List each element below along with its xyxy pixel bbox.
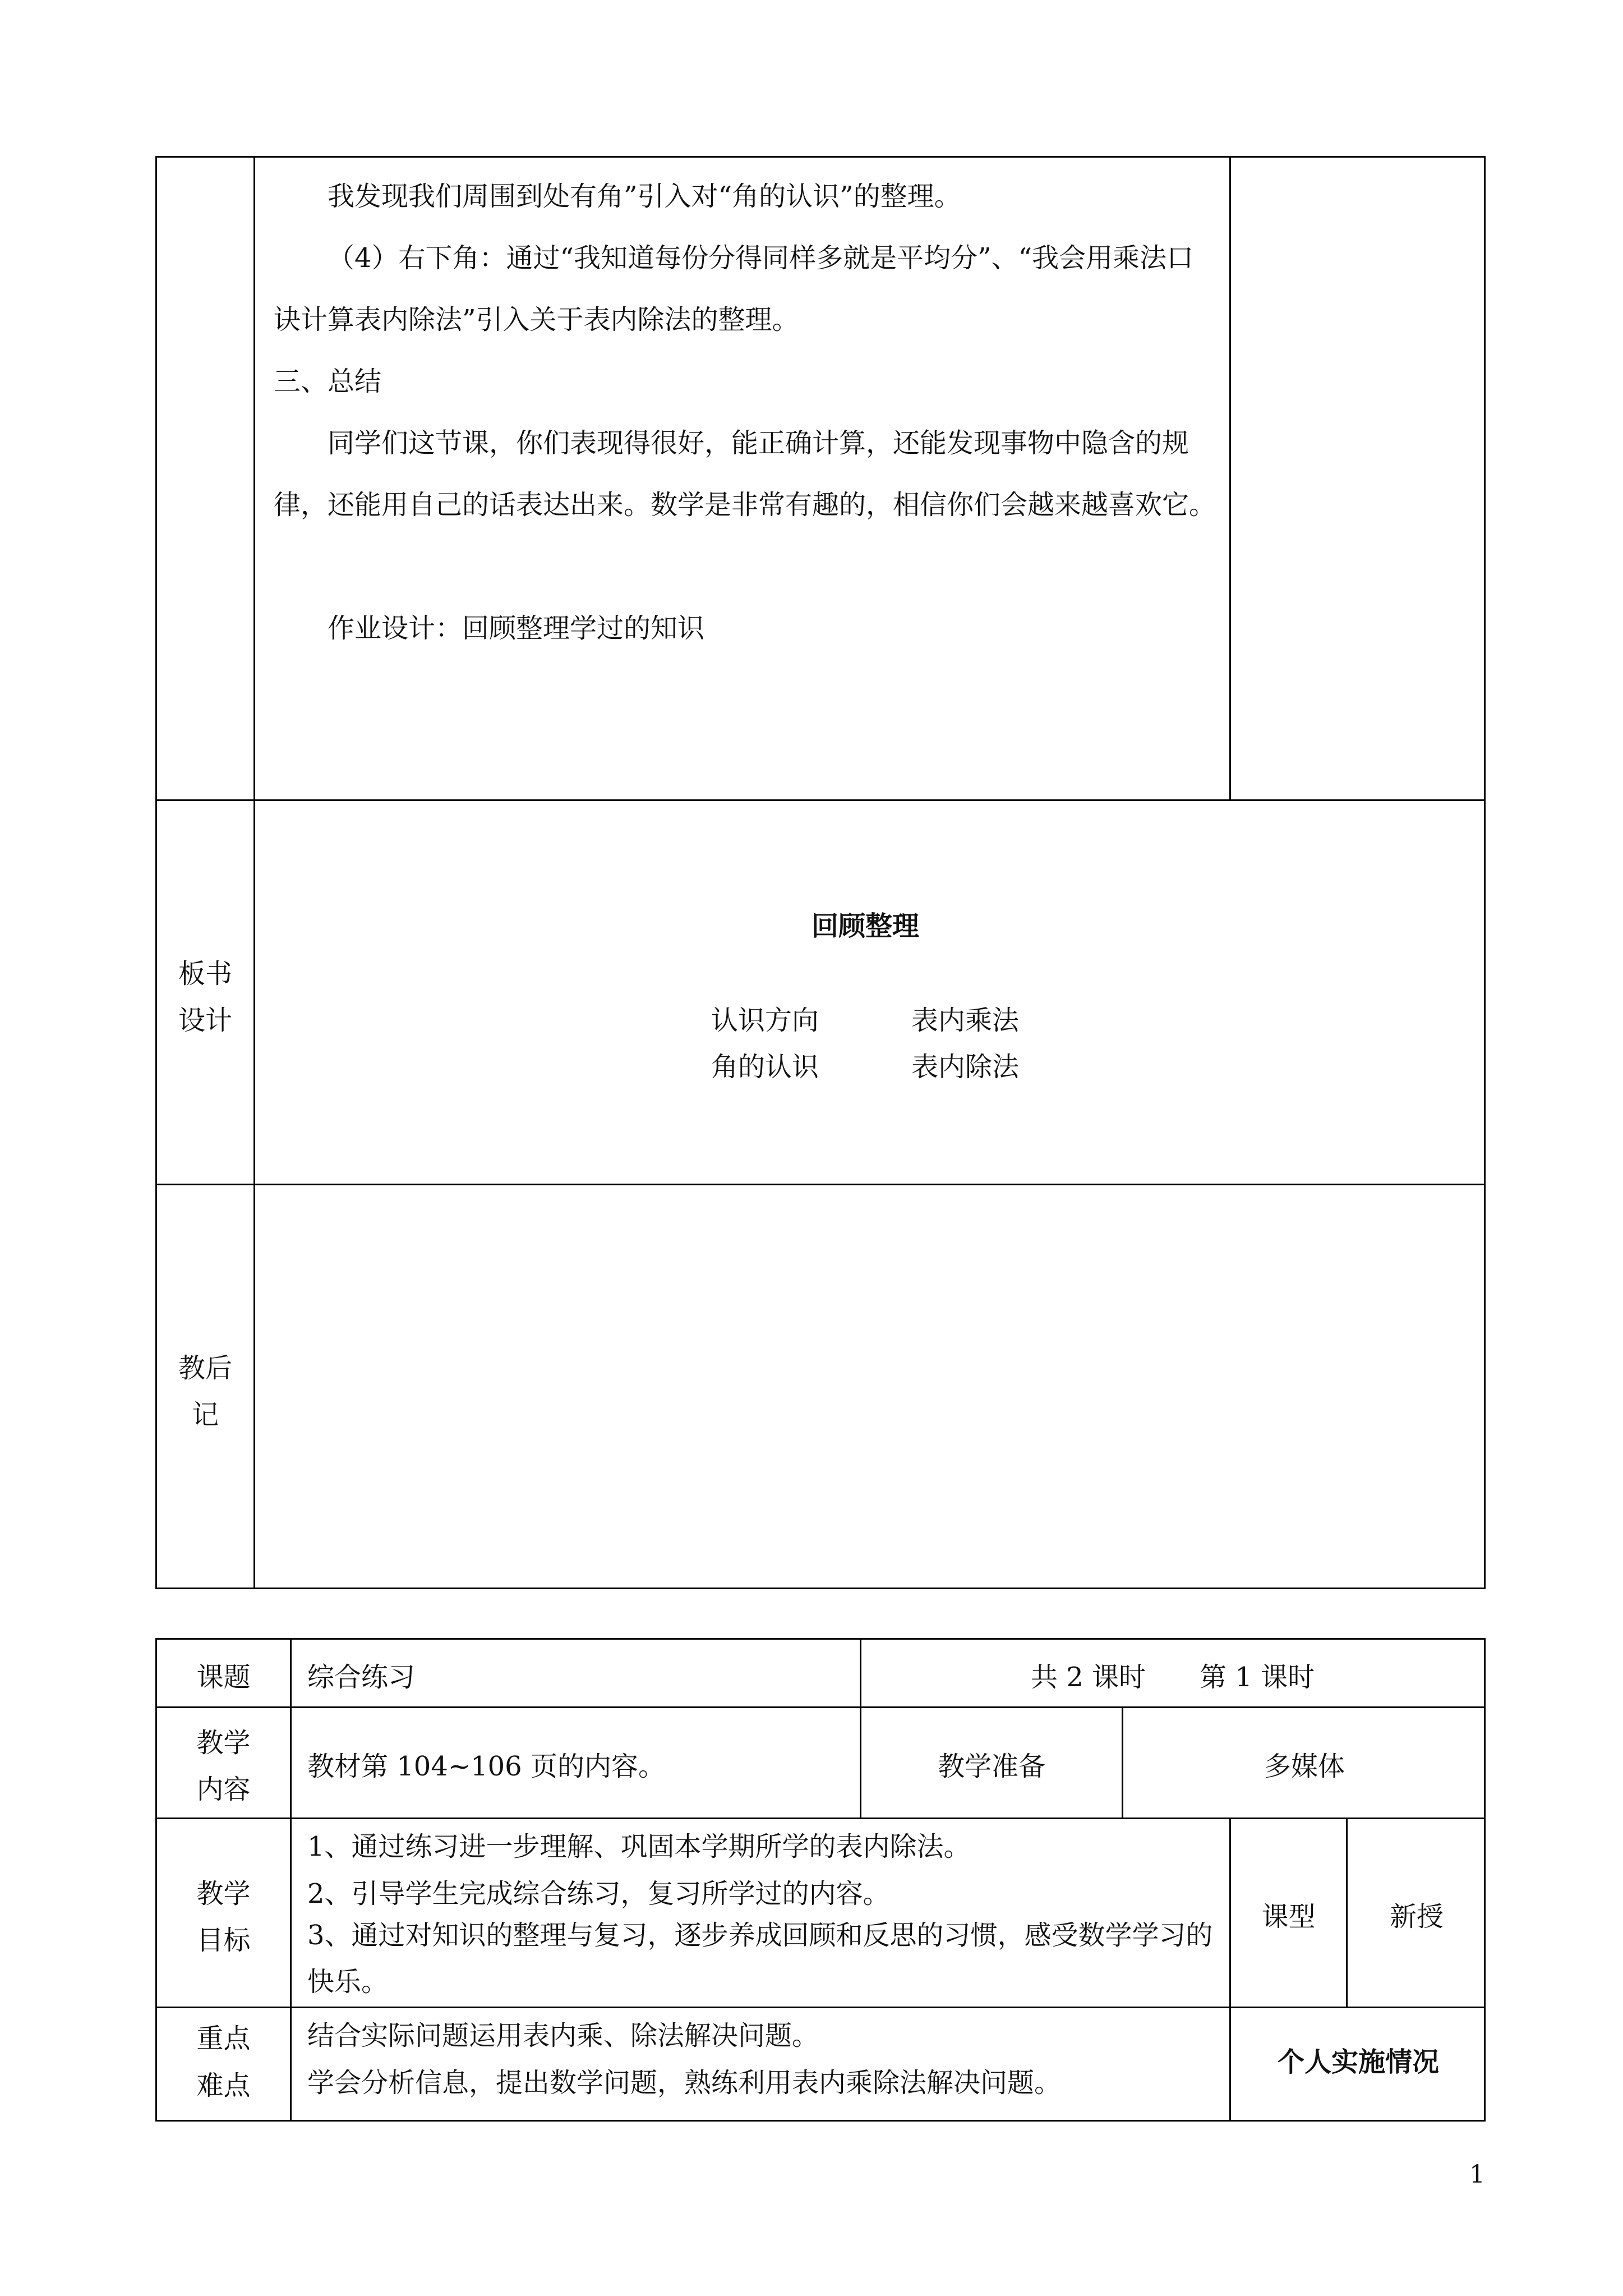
board-item-direction: 认识方向 bbox=[711, 1005, 819, 1036]
board-item-division: 表内除法 bbox=[911, 1051, 1020, 1083]
board-item-multiplication: 表内乘法 bbox=[911, 1005, 1020, 1036]
lesson-type-value: 新授 bbox=[1389, 1901, 1444, 1932]
table2-row-divider-2 bbox=[155, 1818, 1486, 1819]
reflection-label-line1: 教后 bbox=[178, 1352, 232, 1384]
continued-paragraph-2: （4）右下角：通过“我知道每份分得同样多就是平均分”、“我会用乘法口诀计算表内除法”引入关于表内除法的整理。 bbox=[274, 242, 1194, 335]
table2-mid-divider-rows1-2 bbox=[860, 1638, 861, 1819]
table1-row-divider-2 bbox=[155, 1184, 1486, 1185]
prep-label: 教学准备 bbox=[937, 1751, 1045, 1782]
content-value: 教材第 104~106 页的内容。 bbox=[307, 1751, 665, 1782]
table2-row-divider-3 bbox=[155, 2007, 1486, 2008]
board-design-label-line1: 板书 bbox=[178, 958, 232, 990]
goals-label-line1: 教学 bbox=[196, 1878, 251, 1910]
goal-2: 2、引导学生完成综合练习，复习所学过的内容。 bbox=[307, 1878, 890, 1910]
goal-1: 1、通过练习进一步理解、巩固本学期所学的表内除法。 bbox=[307, 1831, 971, 1862]
page-number: 1 bbox=[1469, 2160, 1485, 2189]
key-label-line1: 重点 bbox=[196, 2023, 251, 2054]
content-label-line2: 内容 bbox=[196, 1774, 251, 1805]
lesson-periods: 共 2 课时 第 1 课时 bbox=[1031, 1662, 1315, 1693]
table2-label-column-divider bbox=[290, 1638, 292, 2122]
board-design-label-line2: 设计 bbox=[178, 1005, 232, 1036]
topic-value: 综合练习 bbox=[307, 1662, 416, 1693]
goals-label-line2: 目标 bbox=[196, 1925, 251, 1956]
homework-design: 作业设计：回顾整理学过的知识 bbox=[328, 613, 705, 644]
reflection-label-line2: 记 bbox=[191, 1399, 219, 1430]
board-item-angles: 角的认识 bbox=[711, 1051, 819, 1083]
key-label-line2: 难点 bbox=[196, 2070, 251, 2101]
continued-paragraph-1: 我发现我们周围到处有角”引入对“角的认识”的整理。 bbox=[328, 181, 961, 212]
key-point-2: 学会分析信息，提出数学问题，熟练利用表内乘除法解决问题。 bbox=[307, 2067, 1062, 2099]
topic-label: 课题 bbox=[196, 1662, 251, 1693]
implementation-header: 个人实施情况 bbox=[1277, 2046, 1439, 2078]
goal-3: 3、通过对知识的整理与复习，逐步养成回顾和反思的习惯，感受数学学习的快乐。 bbox=[307, 1920, 1213, 1998]
prep-value: 多媒体 bbox=[1264, 1751, 1345, 1782]
table2-right-section-divider bbox=[1229, 1818, 1231, 2122]
table1-row-divider-1 bbox=[155, 799, 1486, 801]
lesson-type-label: 课型 bbox=[1261, 1901, 1316, 1932]
table1-right-column-divider bbox=[1229, 156, 1231, 801]
summary-paragraph: 同学们这节课，你们表现得很好，能正确计算，还能发现事物中隐含的规律，还能用自己的话表达出来。数学是非常有趣的，相信你们会越来越喜欢它。 bbox=[274, 427, 1216, 521]
summary-section-title: 三、总结 bbox=[274, 366, 382, 397]
board-title: 回顾整理 bbox=[811, 910, 920, 942]
table1-left-column-divider bbox=[253, 156, 255, 1589]
key-point-1: 结合实际问题运用表内乘、除法解决问题。 bbox=[307, 2020, 819, 2051]
content-label-line1: 教学 bbox=[196, 1727, 251, 1759]
table2-row-divider-1 bbox=[155, 1706, 1486, 1708]
